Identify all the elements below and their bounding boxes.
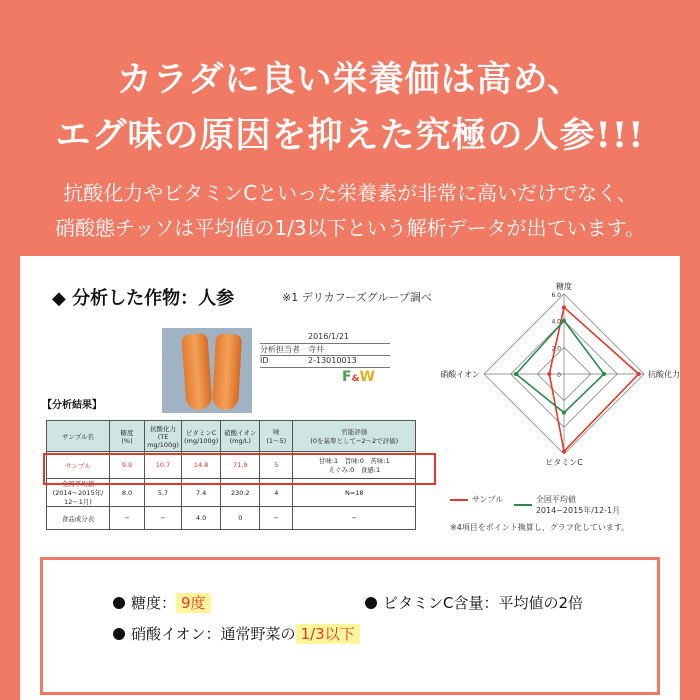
cell: 7.4 <box>182 479 221 507</box>
report-meta <box>260 332 390 368</box>
point-nitrate-value: 1/3以下 <box>296 624 360 644</box>
table-header-row <box>47 421 416 452</box>
th-vitc: ビタミンC (mg/100g) <box>182 421 221 452</box>
cell: − <box>145 507 182 530</box>
cell: 10.7 <box>145 452 182 479</box>
radar-point <box>637 372 641 376</box>
carrot-photo <box>162 328 252 413</box>
results-title: 【分析結果】 <box>42 400 102 411</box>
cell: 食品成分表 <box>47 507 110 530</box>
point-vitc-label: ビタミンC含量：平均値の2倍 <box>383 594 584 612</box>
point-nitrate <box>113 623 360 644</box>
radar-tick-label: 2.0 <box>551 345 561 353</box>
cell: 9.9 <box>110 452 145 479</box>
sample-highlight-box <box>43 453 436 485</box>
th-taste: 味 (1〜5) <box>260 421 293 452</box>
radar-point <box>547 372 551 376</box>
radar-tick-label: 0 <box>557 372 561 379</box>
meta-value: 2-13010013 <box>308 356 357 365</box>
cell: 71.9 <box>221 452 260 479</box>
cell: 230.2 <box>221 479 260 507</box>
analysis-card <box>20 256 680 700</box>
point-vitc <box>365 592 583 613</box>
meta-value: 2016/1/21 <box>308 332 350 341</box>
th-nitrate: 硝酸イオン (mg/L) <box>221 421 260 452</box>
chart-legend <box>450 494 628 516</box>
cell: 5.7 <box>145 479 182 507</box>
cell: 5 <box>260 452 293 479</box>
radar-point <box>602 372 606 376</box>
radar-chart <box>440 282 680 482</box>
cell: 14.8 <box>182 452 221 479</box>
meta-row <box>260 344 390 356</box>
bullet-icon <box>113 597 125 609</box>
radar-point <box>562 305 566 309</box>
bullet-icon <box>113 628 125 640</box>
th-sugar: 糖度 (%) <box>110 421 145 452</box>
point-sugar-label: 糖度： <box>131 594 177 612</box>
legend-label: サンプル <box>472 495 504 504</box>
radar-series-line <box>516 318 604 413</box>
meta-value: 寺井 <box>308 345 324 354</box>
th-name: サンプル名 <box>47 421 110 452</box>
subtext-line-1: 抗酸化力やビタミンCといった栄養素が非常に高いだけでなく、 <box>63 181 637 205</box>
legend-label: 全国平均値 2014−2015年/12-1月 <box>535 495 621 515</box>
legend-item-average <box>514 494 620 516</box>
cell: 全国平均値 (2014〜2015年/ 12〜1月) <box>47 479 110 507</box>
cell: 4.0 <box>182 507 221 530</box>
radar-axis-label: ビタミンC <box>545 458 583 467</box>
chart-footnote: ※4項目をポイント換算し、グラフ化しています。 <box>450 523 630 532</box>
cell: サンプル <box>47 452 110 479</box>
headline-line-1: カラダに良い栄養価は高め、 <box>116 59 584 100</box>
th-antiox: 抗酸化力 (TE mg/100g) <box>145 421 182 452</box>
legend-item-sample <box>450 494 503 505</box>
subtext-line-2: 硝酸態チッソは平均値の1/3以下という解析データが出ています。 <box>55 216 645 240</box>
point-sugar <box>113 592 211 613</box>
radar-point <box>562 319 566 323</box>
meta-label: 分析担当者 <box>260 345 300 354</box>
meta-label: ID <box>260 356 269 365</box>
radar-axis-label: 硝酸イオン <box>440 370 480 379</box>
cell: − <box>110 507 145 530</box>
table-row <box>47 507 416 530</box>
fw-logo: F&W <box>342 369 375 385</box>
bullet-icon <box>365 597 377 609</box>
point-sugar-value: 9度 <box>176 593 211 613</box>
cell: 甘味:1 旨味:0 苦味:1 えぐみ:0 食感:1 <box>293 452 416 479</box>
meta-row <box>260 356 390 368</box>
meta-row <box>260 332 390 344</box>
cell: 8.0 <box>110 479 145 507</box>
radar-point <box>562 449 566 453</box>
cell: 4 <box>260 479 293 507</box>
th-eval: 官能評価 (0を基準として−2〜2で評価) <box>293 421 416 452</box>
radar-axis-label: 抗酸化力 <box>648 370 680 379</box>
radar-point <box>562 411 566 415</box>
report-title: ◆ 分析した作物：人参 <box>52 288 235 309</box>
cell: N=18 <box>293 479 416 507</box>
summary-box <box>40 557 660 695</box>
radar-tick-label: 4.0 <box>551 318 561 326</box>
report-note: ※1 デリカフーズグループ調べ <box>282 291 432 304</box>
headline-line-2: エグ味の原因を抑えた究極の人参!!! <box>55 115 645 156</box>
cell: 0 <box>221 507 260 530</box>
cell: − <box>293 507 416 530</box>
radar-series-line <box>549 307 638 451</box>
point-nitrate-label: 硝酸イオン：通常野菜の <box>131 625 296 643</box>
meta-label <box>260 332 308 343</box>
radar-axis-label: 糖度 <box>556 282 572 291</box>
radar-tick-label: 6.0 <box>551 292 561 299</box>
cell: − <box>260 507 293 530</box>
radar-point <box>514 372 518 376</box>
